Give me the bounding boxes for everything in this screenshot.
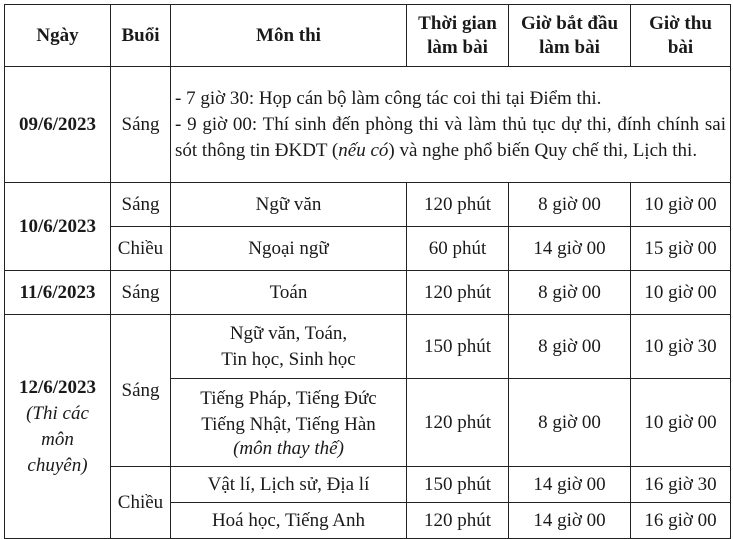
end-cell: 16 giờ 00 xyxy=(631,503,731,539)
duration-cell: 120 phút xyxy=(407,183,509,227)
session-cell: Sáng xyxy=(111,271,171,315)
start-cell: 8 giờ 00 xyxy=(509,315,631,379)
subject-cell: Ngữ văn, Toán, Tin học, Sinh học xyxy=(171,315,407,379)
duration-cell: 150 phút xyxy=(407,467,509,503)
end-cell: 10 giờ 00 xyxy=(631,183,731,227)
duration-cell: 60 phút xyxy=(407,227,509,271)
table-row xyxy=(5,467,731,503)
header-duration: Thời gian làm bài xyxy=(407,5,509,67)
session-cell: Chiều xyxy=(111,467,171,539)
header-session: Buổi xyxy=(111,5,171,67)
date-cell: 10/6/2023 xyxy=(5,183,111,271)
subject-cell: Vật lí, Lịch sử, Địa lí xyxy=(171,467,407,503)
duration-cell: 120 phút xyxy=(407,379,509,467)
subject-cell: Ngữ văn xyxy=(171,183,407,227)
subject-cell: Ngoại ngữ xyxy=(171,227,407,271)
session-cell: Sáng xyxy=(111,315,171,467)
table-row xyxy=(5,271,731,315)
table-row xyxy=(5,315,731,379)
header-subject: Môn thi xyxy=(171,5,407,67)
end-cell: 15 giờ 00 xyxy=(631,227,731,271)
table-row xyxy=(5,183,731,227)
start-cell: 14 giờ 00 xyxy=(509,503,631,539)
start-cell: 14 giờ 00 xyxy=(509,467,631,503)
start-cell: 8 giờ 00 xyxy=(509,183,631,227)
exam-schedule-table xyxy=(4,4,731,539)
header-start: Giờ bắt đầu làm bài xyxy=(509,5,631,67)
table-row xyxy=(5,227,731,271)
duration-cell: 120 phút xyxy=(407,503,509,539)
header-row xyxy=(5,5,731,67)
header-end: Giờ thu bài xyxy=(631,5,731,67)
duration-cell: 120 phút xyxy=(407,271,509,315)
date-cell: 11/6/2023 xyxy=(5,271,111,315)
start-cell: 8 giờ 00 xyxy=(509,379,631,467)
end-cell: 10 giờ 30 xyxy=(631,315,731,379)
subject-cell: Tiếng Pháp, Tiếng Đức Tiếng Nhật, Tiếng Hàn (môn thay thế) xyxy=(171,379,407,467)
date-cell: 09/6/2023 xyxy=(5,67,111,183)
end-cell: 16 giờ 30 xyxy=(631,467,731,503)
date-cell: 12/6/2023 (Thi các môn chuyên) xyxy=(5,315,111,539)
end-cell: 10 giờ 00 xyxy=(631,379,731,467)
note-line-1: - 7 giờ 30: Họp cán bộ làm công tác coi thi tại Điểm thi. xyxy=(175,87,602,109)
session-cell: Sáng xyxy=(111,67,171,183)
start-cell: 8 giờ 00 xyxy=(509,271,631,315)
end-cell: 10 giờ 00 xyxy=(631,271,731,315)
duration-cell: 150 phút xyxy=(407,315,509,379)
subject-cell: Hoá học, Tiếng Anh xyxy=(171,503,407,539)
header-day: Ngày xyxy=(5,5,111,67)
subject-cell: Toán xyxy=(171,271,407,315)
start-cell: 14 giờ 00 xyxy=(509,227,631,271)
session-cell: Chiều xyxy=(111,227,171,271)
note-line-2: - 9 giờ 00: Thí sinh đến phòng thi và làm thủ tục dự thi, đính chính sai sót thông tin ĐKDT (nếu có) và nghe phổ biến Quy chế thi, Lịch thi. xyxy=(175,113,726,161)
table-row xyxy=(5,67,731,183)
note-cell xyxy=(171,67,731,183)
session-cell: Sáng xyxy=(111,183,171,227)
